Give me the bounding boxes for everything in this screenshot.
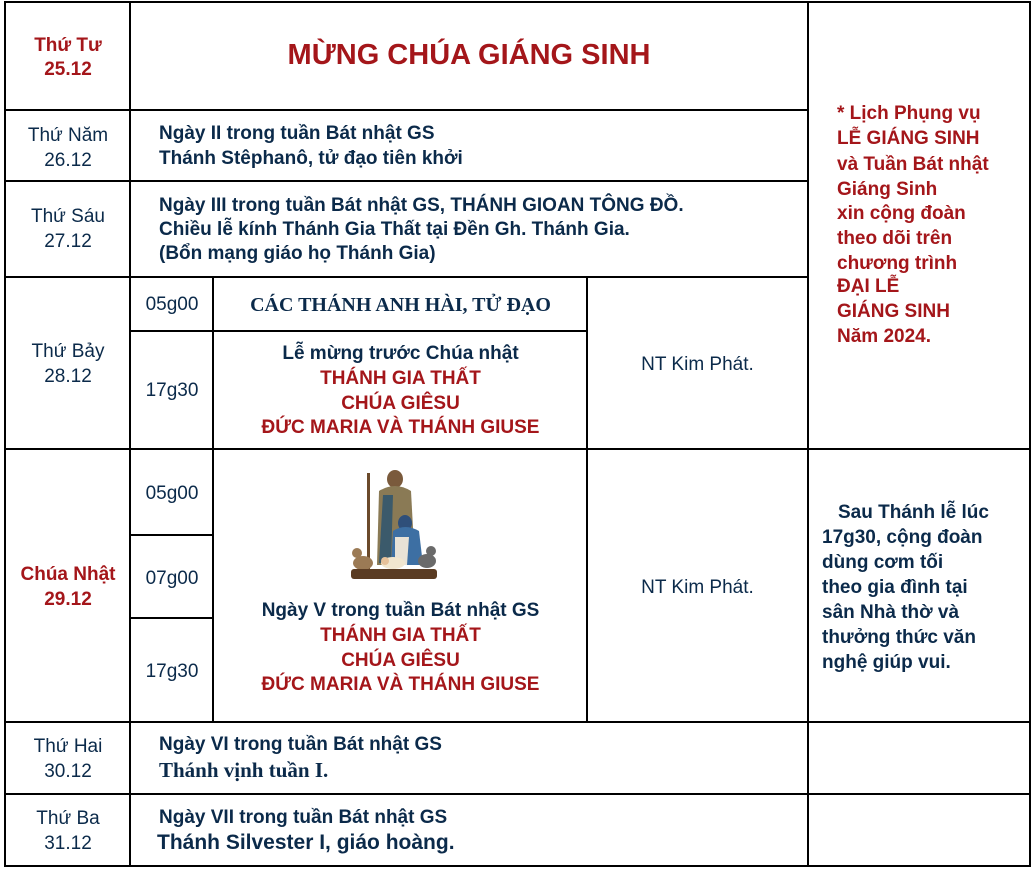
sunday-note-line: thưởng thức văn xyxy=(822,627,976,648)
mass-time: 17g30 xyxy=(145,661,199,682)
date-label: 27.12 xyxy=(44,231,92,252)
sunday-note-line: nghệ giúp vui. xyxy=(822,652,951,673)
side-note-line: LỄ GIÁNG SINH xyxy=(837,128,980,149)
mass-time: 07g00 xyxy=(145,568,199,589)
date-label: 31.12 xyxy=(44,833,92,854)
liturgy-line: (Bổn mạng giáo họ Thánh Gia) xyxy=(159,243,436,264)
side-note-line: và Tuần Bát nhật xyxy=(837,154,989,175)
day-label: Thứ Bảy xyxy=(31,341,105,362)
day-label: Thứ Hai xyxy=(33,736,103,757)
side-note-line: * Lịch Phụng vụ xyxy=(837,103,981,124)
side-note-line: ĐẠI LỄ xyxy=(837,276,900,297)
liturgy-line: Ngày V trong tuần Bát nhật GS xyxy=(261,600,540,621)
date-label: 30.12 xyxy=(44,761,92,782)
mass-time: 17g30 xyxy=(145,380,199,401)
side-note-line: Năm 2024. xyxy=(837,326,932,347)
day-label: Thứ Ba xyxy=(36,808,100,829)
liturgy-line: Ngày VI trong tuần Bát nhật GS xyxy=(159,734,442,755)
mass-time: 05g00 xyxy=(145,483,199,504)
sunday-note-line: 17g30, cộng đoàn xyxy=(822,527,983,548)
side-note-line: chương trình xyxy=(837,253,958,274)
side-note-line: xin cộng đoàn xyxy=(837,203,966,224)
date-label: 25.12 xyxy=(44,59,92,80)
liturgy-line: Thánh Silvester I, giáo hoàng. xyxy=(157,831,455,854)
date-label: 26.12 xyxy=(44,150,92,171)
feast-line: CHÚA GIÊSU xyxy=(341,650,460,671)
feast-line: THÁNH GIA THẤT xyxy=(320,368,481,389)
side-note-line: GIÁNG SINH xyxy=(837,301,950,322)
celebrant-name: NT Kim Phát. xyxy=(641,577,754,598)
date-label: 29.12 xyxy=(44,589,92,610)
day-label: Thứ Tư xyxy=(34,35,102,56)
day-label: Thứ Sáu xyxy=(31,206,105,227)
feast-line: ĐỨC MARIA VÀ THÁNH GIUSE xyxy=(261,674,540,695)
liturgy-line: Ngày VII trong tuần Bát nhật GS xyxy=(159,807,448,828)
mass-title: CÁC THÁNH ANH HÀI, TỬ ĐẠO xyxy=(250,294,551,316)
feast-line: CHÚA GIÊSU xyxy=(341,393,460,414)
date-label: 28.12 xyxy=(44,366,92,387)
celebrant-name: NT Kim Phát. xyxy=(641,354,754,375)
liturgy-line: Ngày III trong tuần Bát nhật GS, THÁNH GIOAN TÔNG ĐỒ. xyxy=(159,195,684,216)
feast-line: ĐỨC MARIA VÀ THÁNH GIUSE xyxy=(261,417,540,438)
nativity-scene-icon xyxy=(349,465,439,583)
liturgy-line: Chiều lễ kính Thánh Gia Thất tại Đền Gh. Thánh Gia. xyxy=(159,219,630,240)
liturgy-line: Thánh vịnh tuần I. xyxy=(159,758,329,782)
mass-time: 05g00 xyxy=(145,294,199,315)
side-note-line: theo dõi trên xyxy=(837,228,953,249)
side-note-line: Giáng Sinh xyxy=(837,179,938,200)
day-label: Chúa Nhật xyxy=(20,564,116,585)
page-title: MỪNG CHÚA GIÁNG SINH xyxy=(287,39,651,71)
sunday-note-line: sân Nhà thờ và xyxy=(822,602,960,623)
feast-line: THÁNH GIA THẤT xyxy=(320,625,481,646)
liturgy-line: Ngày II trong tuần Bát nhật GS xyxy=(159,123,435,144)
sunday-note-line: theo gia đình tại xyxy=(822,577,968,598)
sunday-note-line: Sau Thánh lễ lúc xyxy=(838,502,989,523)
sunday-note-line: dùng cơm tối xyxy=(822,552,944,573)
mass-title: Lễ mừng trước Chúa nhật xyxy=(282,343,519,364)
day-label: Thứ Năm xyxy=(27,125,109,146)
liturgy-line: Thánh Stêphanô, tử đạo tiên khởi xyxy=(159,148,463,169)
